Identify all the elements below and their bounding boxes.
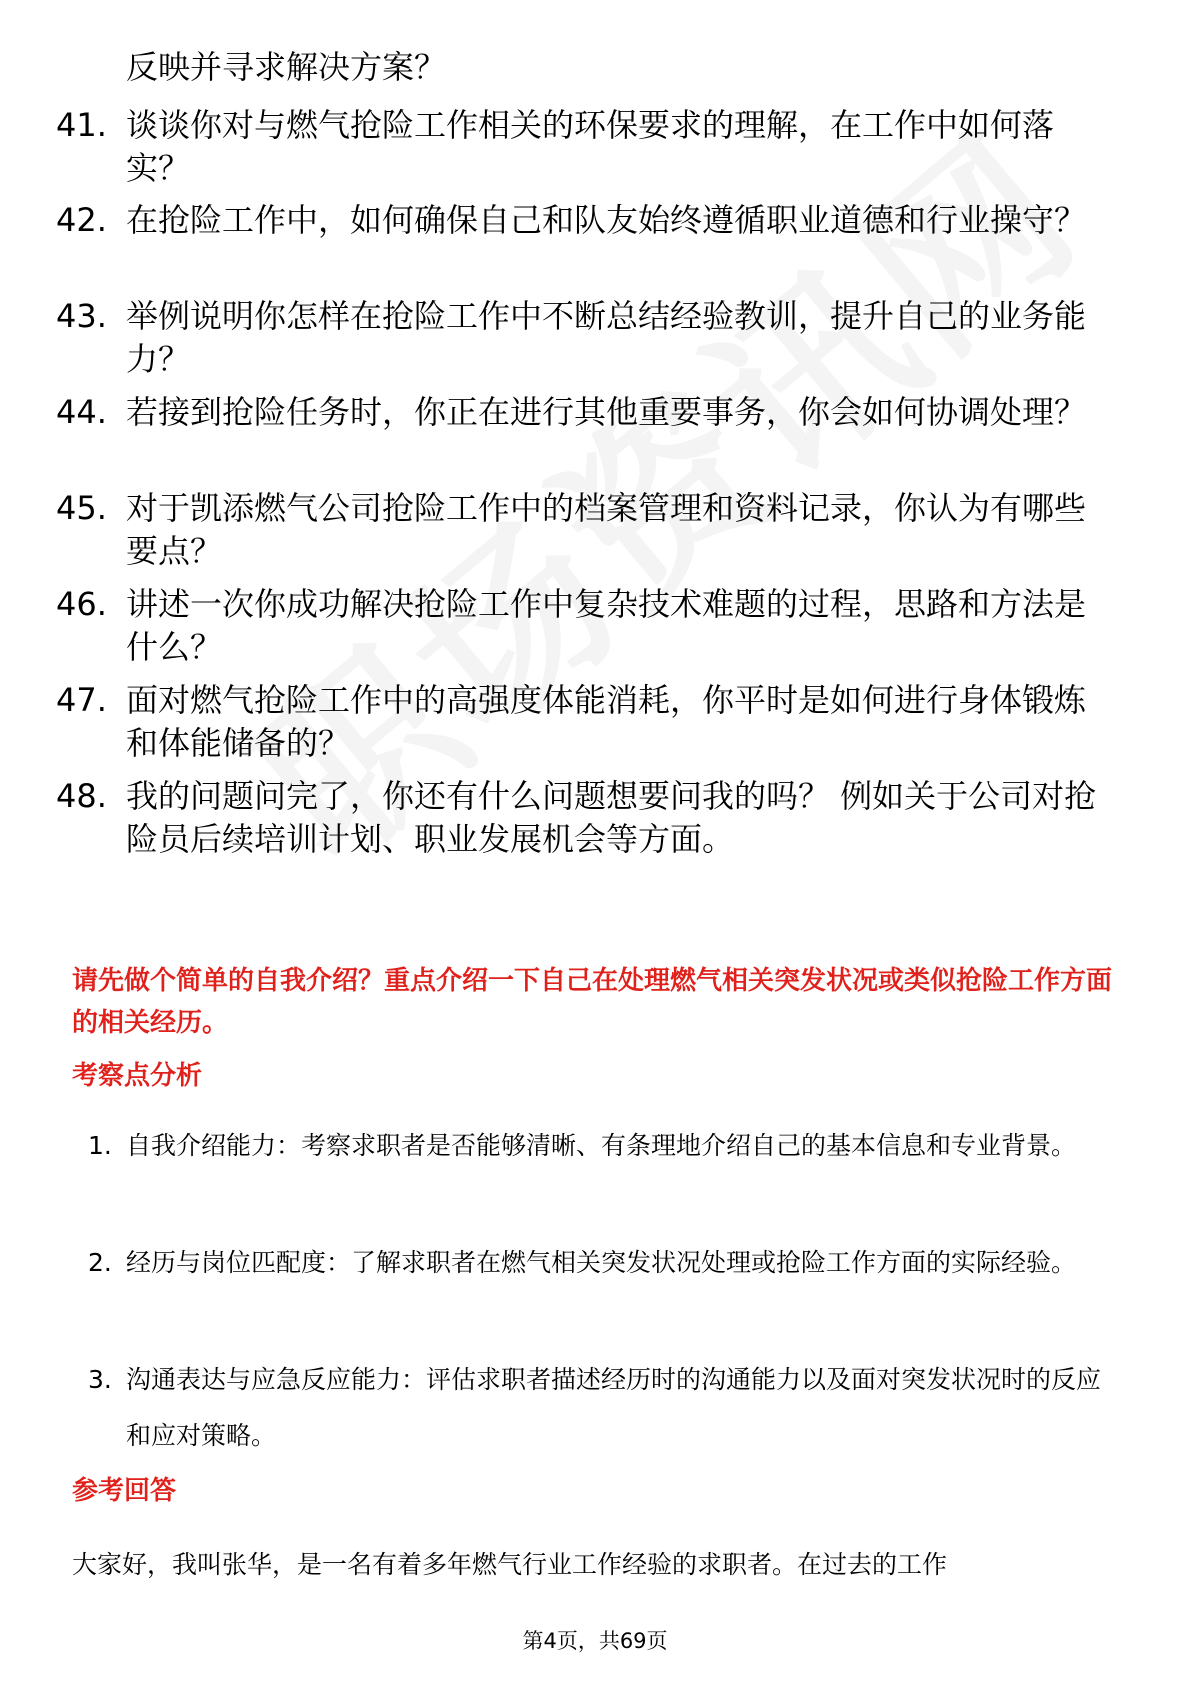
reference-heading: 参考回答	[72, 1476, 177, 1506]
question-text: 我的问题问完了，你还有什么问题想要问我的吗？ 例如关于公司对抢险员后续培训计划、职业发展机会等方面。	[126, 777, 1097, 858]
question-text: 对于凯添燃气公司抢险工作中的档案管理和资料记录，你认为有哪些要点？	[126, 489, 1087, 570]
question-continuation: 反映并寻求解决方案？	[126, 48, 447, 86]
question-text: 举例说明你怎样在抢险工作中不断总结经验教训，提升自己的业务能力？	[126, 297, 1087, 378]
question-number: 46.	[56, 585, 107, 623]
analysis-number: 3.	[88, 1365, 112, 1394]
analysis-heading: 考察点分析	[72, 1061, 203, 1091]
analysis-text: 沟通表达与应急反应能力：评估求职者描述经历时的沟通能力以及面对突发状况时的反应和应对策略。	[126, 1365, 1102, 1450]
question-number: 47.	[56, 681, 107, 719]
question-text: 谈谈你对与燃气抢险工作相关的环保要求的理解，在工作中如何落实？	[126, 106, 1055, 187]
question-number: 45.	[56, 489, 107, 527]
page-footer: 第4页，共69页	[522, 1629, 668, 1653]
analysis-number: 2.	[88, 1248, 112, 1277]
analysis-number: 1.	[88, 1131, 112, 1160]
question-number: 42.	[56, 201, 107, 239]
question-number: 48.	[56, 777, 107, 815]
analysis-text: 自我介绍能力：考察求职者是否能够清晰、有条理地介绍自己的基本信息和专业背景。	[126, 1131, 1077, 1160]
question-number: 44.	[56, 393, 107, 431]
reference-answer: 大家好，我叫张华，是一名有着多年燃气行业工作经验的求职者。在过去的工作	[72, 1550, 948, 1579]
question-text: 若接到抢险任务时，你正在进行其他重要事务，你会如何协调处理？	[126, 393, 1087, 431]
question-number: 41.	[56, 106, 107, 144]
question-number: 43.	[56, 297, 107, 335]
question-text: 面对燃气抢险工作中的高强度体能消耗，你平时是如何进行身体锻炼和体能储备的？	[126, 681, 1087, 762]
question-text: 在抢险工作中，如何确保自己和队友始终遵循职业道德和行业操守？	[126, 201, 1087, 239]
highlight-question: 请先做个简单的自我介绍？重点介绍一下自己在处理燃气相关突发状况或类似抢险工作方面的相关经历。	[72, 966, 1113, 1038]
analysis-text: 经历与岗位匹配度：了解求职者在燃气相关突发状况处理或抢险工作方面的实际经验。	[126, 1248, 1077, 1277]
question-text: 讲述一次你成功解决抢险工作中复杂技术难题的过程，思路和方法是什么？	[126, 585, 1087, 666]
